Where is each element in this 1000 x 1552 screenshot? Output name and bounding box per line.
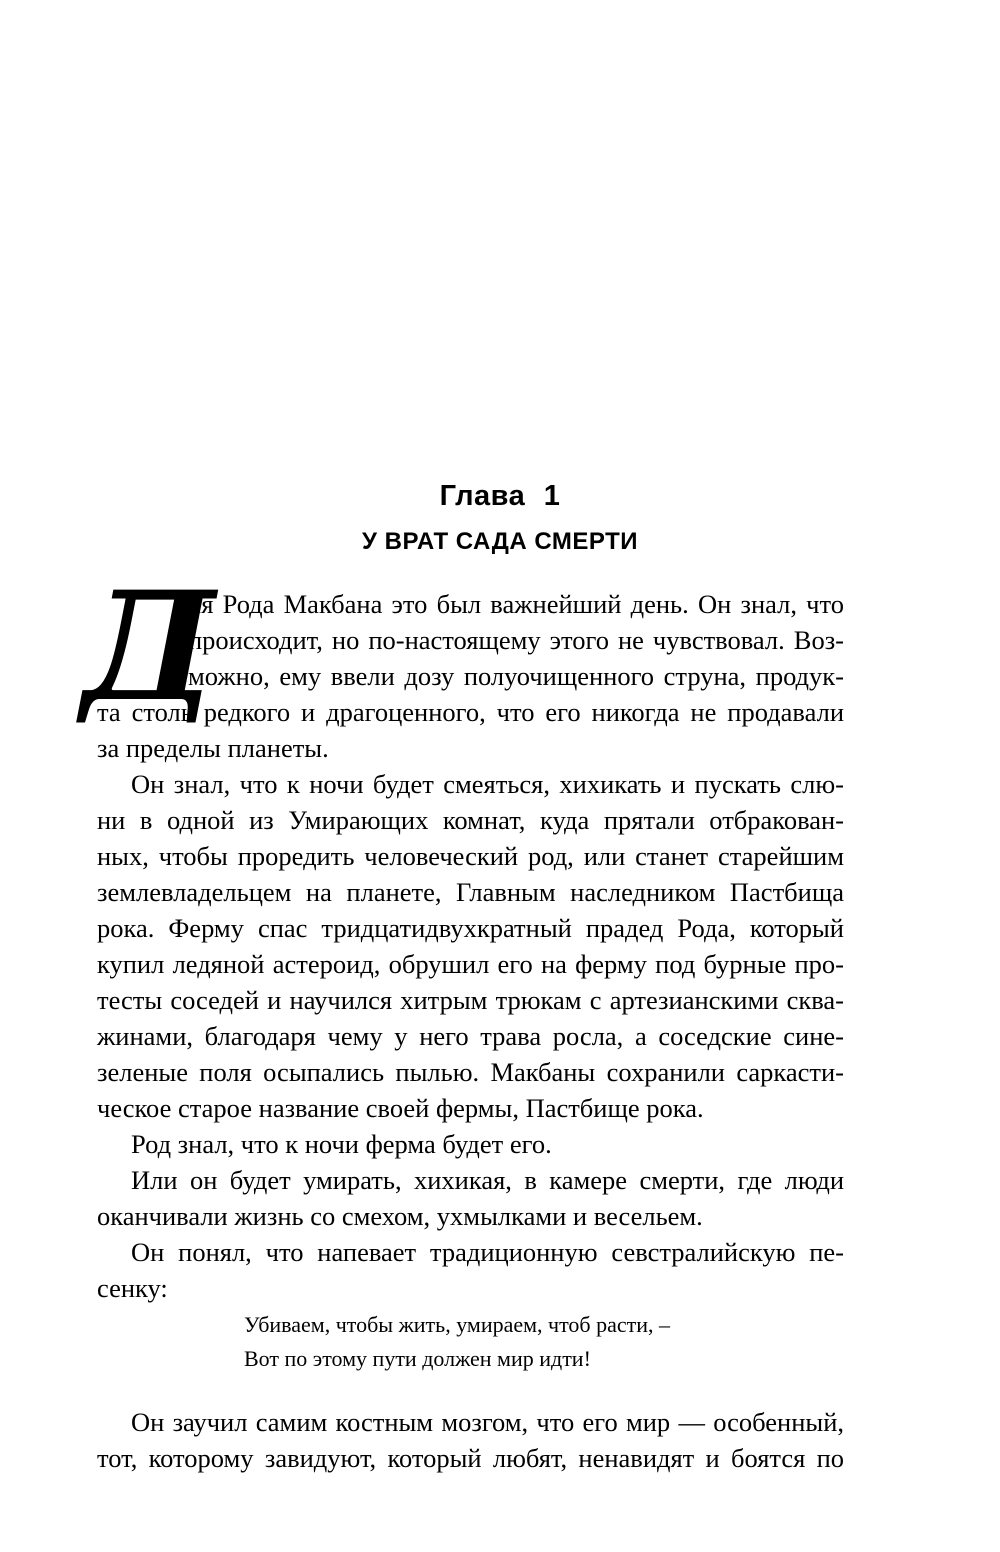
text-line: можно, ему ввели дозу полуочищенного струна, продук-: [188, 661, 844, 691]
text-line: землевладельцем на планете, Главным наследником Пастбища: [97, 877, 844, 907]
text-line: Или он будет умирать, хихикая, в камере смерти, где люди: [131, 1165, 844, 1195]
text-line: ческое старое название своей фермы, Пастбище рока.: [97, 1093, 704, 1123]
text-line: ни в одной из Умирающих комнат, куда прятали отбракован-: [97, 805, 844, 835]
text-line: тот, которому завидуют, который любят, ненавидят и боятся по: [97, 1443, 844, 1473]
chapter-label: Глава 1: [439, 480, 561, 512]
text-line: та столь редкого и драгоценного, что его никогда не продавали: [97, 697, 844, 727]
text-line: жинами, благодаря чему у него трава росла, а соседские сине-: [97, 1021, 844, 1051]
text-line: происходит, но по-настоящему этого не чувствовал. Воз-: [188, 625, 844, 655]
text-line: сенку:: [97, 1273, 168, 1303]
drop-cap: Д: [82, 559, 216, 735]
text-line: Он заучил самим костным мозгом, что его мир — особенный,: [131, 1407, 844, 1437]
verse-line: Вот по этому пути должен мир идти!: [244, 1346, 591, 1371]
text-line: ля Рода Макбана это был важнейший день. Он знал, что: [188, 589, 844, 619]
text-line: за пределы планеты.: [97, 733, 329, 763]
text-line: Род знал, что к ночи ферма будет его.: [131, 1129, 552, 1159]
text-line: зеленые поля осыпались пылью. Макбаны сохранили саркасти-: [97, 1057, 844, 1087]
text-line: тесты соседей и научился хитрым трюкам с артезианскими сква-: [97, 985, 844, 1015]
chapter-title: У ВРАТ САДА СМЕРТИ: [362, 528, 638, 555]
text-line: Он знал, что к ночи будет смеяться, хихикать и пускать слю-: [131, 769, 844, 799]
text-line: купил ледяной астероид, обрушил его на ферму под бурные про-: [97, 949, 844, 979]
verse-line: Убиваем, чтобы жить, умираем, чтоб расти, –: [244, 1312, 671, 1337]
text-line: Он понял, что напевает традиционную севстралийскую пе-: [131, 1237, 844, 1267]
text-line: рока. Ферму спас тридцатидвухкратный прадед Рода, который: [97, 913, 844, 943]
text-line: оканчивали жизнь со смехом, ухмылками и весельем.: [97, 1201, 703, 1231]
text-line: ных, чтобы проредить человеческий род, или станет старейшим: [97, 841, 844, 871]
